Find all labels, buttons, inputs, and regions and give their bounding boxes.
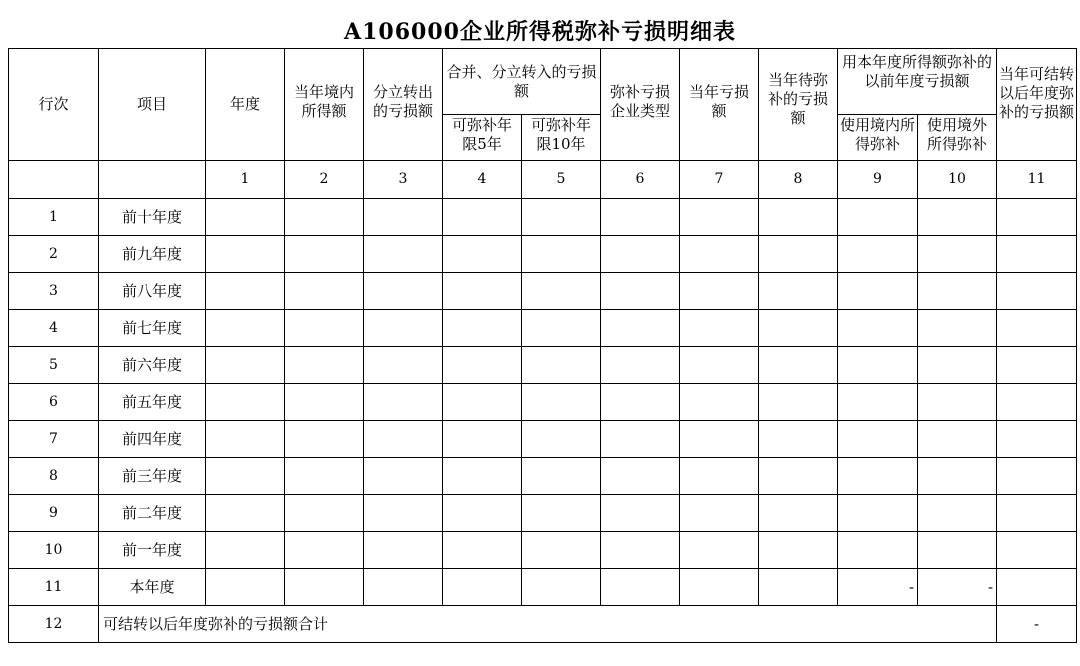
entry-cell[interactable] bbox=[680, 569, 759, 606]
table-row bbox=[9, 199, 1077, 236]
table-row bbox=[9, 495, 1077, 532]
table-row bbox=[9, 273, 1077, 310]
entry-cell[interactable] bbox=[918, 347, 997, 384]
entry-cell[interactable] bbox=[443, 569, 522, 606]
entry-cell[interactable] bbox=[997, 347, 1077, 384]
entry-cell[interactable] bbox=[364, 532, 443, 569]
entry-cell[interactable] bbox=[443, 458, 522, 495]
entry-cell[interactable] bbox=[285, 532, 364, 569]
entry-cell[interactable] bbox=[759, 310, 838, 347]
entry-cell[interactable] bbox=[285, 347, 364, 384]
entry-cell[interactable] bbox=[918, 532, 997, 569]
entry-cell[interactable] bbox=[918, 458, 997, 495]
row-number: 10 bbox=[9, 532, 99, 569]
entry-cell[interactable] bbox=[364, 569, 443, 606]
header-current-loss: 当年亏损额 bbox=[680, 49, 759, 161]
table-row bbox=[9, 310, 1077, 347]
entry-cell[interactable] bbox=[759, 384, 838, 421]
entry-cell[interactable] bbox=[918, 384, 997, 421]
entry-cell[interactable] bbox=[601, 458, 680, 495]
row-item-label: 前五年度 bbox=[99, 384, 206, 421]
entry-cell[interactable] bbox=[997, 421, 1077, 458]
entry-cell[interactable] bbox=[285, 495, 364, 532]
entry-cell[interactable] bbox=[206, 421, 285, 458]
entry-cell[interactable] bbox=[918, 199, 997, 236]
row-number: 2 bbox=[9, 236, 99, 273]
entry-cell[interactable] bbox=[601, 347, 680, 384]
entry-cell[interactable] bbox=[522, 199, 601, 236]
entry-cell[interactable] bbox=[759, 532, 838, 569]
entry-cell[interactable] bbox=[206, 384, 285, 421]
row-item-label: 前二年度 bbox=[99, 495, 206, 532]
entry-cell[interactable] bbox=[997, 495, 1077, 532]
entry-cell[interactable] bbox=[997, 458, 1077, 495]
row-number: 12 bbox=[9, 606, 99, 643]
row-number: 5 bbox=[9, 347, 99, 384]
entry-cell[interactable] bbox=[997, 532, 1077, 569]
loss-offset-table bbox=[8, 48, 1077, 643]
entry-cell[interactable] bbox=[601, 310, 680, 347]
row-number: 9 bbox=[9, 495, 99, 532]
header-item: 项目 bbox=[99, 49, 206, 161]
row-item-label: 前十年度 bbox=[99, 199, 206, 236]
entry-cell[interactable] bbox=[206, 236, 285, 273]
entry-cell[interactable] bbox=[838, 310, 918, 347]
entry-cell[interactable] bbox=[680, 421, 759, 458]
entry-cell[interactable] bbox=[759, 495, 838, 532]
header-carry-forward: 当年可结转以后年度弥补的亏损额 bbox=[997, 49, 1077, 161]
entry-cell[interactable] bbox=[364, 199, 443, 236]
entry-cell[interactable] bbox=[364, 458, 443, 495]
cell-dash: - bbox=[838, 569, 918, 606]
entry-cell[interactable] bbox=[522, 569, 601, 606]
col-number: 5 bbox=[522, 161, 601, 199]
col-number: 11 bbox=[997, 161, 1077, 199]
entry-cell[interactable] bbox=[285, 310, 364, 347]
entry-cell[interactable] bbox=[601, 384, 680, 421]
col-number: 4 bbox=[443, 161, 522, 199]
entry-cell[interactable] bbox=[918, 310, 997, 347]
entry-cell[interactable] bbox=[206, 273, 285, 310]
row-number: 3 bbox=[9, 273, 99, 310]
entry-cell[interactable] bbox=[364, 236, 443, 273]
row-number: 6 bbox=[9, 384, 99, 421]
entry-cell[interactable] bbox=[680, 532, 759, 569]
entry-cell[interactable] bbox=[838, 347, 918, 384]
entry-cell[interactable] bbox=[522, 310, 601, 347]
table-row bbox=[9, 569, 1077, 606]
table-body bbox=[9, 199, 1077, 606]
col-number: 3 bbox=[364, 161, 443, 199]
entry-cell[interactable] bbox=[206, 458, 285, 495]
header-row-top bbox=[9, 49, 1077, 115]
entry-cell[interactable] bbox=[680, 347, 759, 384]
entry-cell[interactable] bbox=[838, 532, 918, 569]
column-number-row bbox=[9, 161, 1077, 199]
entry-cell[interactable] bbox=[918, 273, 997, 310]
entry-cell[interactable] bbox=[997, 199, 1077, 236]
col-number: 7 bbox=[680, 161, 759, 199]
table-row bbox=[9, 421, 1077, 458]
header-carry-5yr: 可弥补年限5年 bbox=[443, 115, 522, 161]
cell-dash: - bbox=[918, 569, 997, 606]
header-year: 年度 bbox=[206, 49, 285, 161]
row-item-label: 前六年度 bbox=[99, 347, 206, 384]
row-number: 8 bbox=[9, 458, 99, 495]
header-carry-10yr: 可弥补年限10年 bbox=[522, 115, 601, 161]
header-enterprise-type: 弥补亏损企业类型 bbox=[601, 49, 680, 161]
entry-cell[interactable] bbox=[443, 310, 522, 347]
entry-cell[interactable] bbox=[285, 199, 364, 236]
entry-cell[interactable] bbox=[206, 199, 285, 236]
entry-cell[interactable] bbox=[838, 421, 918, 458]
entry-cell[interactable] bbox=[206, 495, 285, 532]
entry-cell[interactable] bbox=[522, 532, 601, 569]
row-item-label: 前七年度 bbox=[99, 310, 206, 347]
entry-cell[interactable] bbox=[206, 347, 285, 384]
entry-cell[interactable] bbox=[522, 421, 601, 458]
cell-dash: - bbox=[997, 606, 1077, 643]
table-row bbox=[9, 384, 1077, 421]
header-merge-in-loss: 合并、分立转入的亏损额 bbox=[443, 49, 601, 115]
table-row bbox=[9, 236, 1077, 273]
entry-cell[interactable] bbox=[997, 273, 1077, 310]
entry-cell[interactable] bbox=[443, 495, 522, 532]
col-number: 1 bbox=[206, 161, 285, 199]
entry-cell[interactable] bbox=[443, 273, 522, 310]
col-number: 9 bbox=[838, 161, 918, 199]
entry-cell[interactable] bbox=[838, 458, 918, 495]
entry-cell[interactable] bbox=[759, 236, 838, 273]
entry-cell[interactable] bbox=[443, 532, 522, 569]
header-domestic-income: 当年境内所得额 bbox=[285, 49, 364, 161]
table-row bbox=[9, 532, 1077, 569]
entry-cell[interactable] bbox=[285, 236, 364, 273]
entry-cell[interactable] bbox=[680, 236, 759, 273]
entry-cell[interactable] bbox=[838, 384, 918, 421]
entry-cell[interactable] bbox=[443, 199, 522, 236]
entry-cell[interactable] bbox=[522, 458, 601, 495]
entry-cell[interactable] bbox=[206, 569, 285, 606]
entry-cell[interactable] bbox=[364, 495, 443, 532]
entry-cell[interactable] bbox=[522, 273, 601, 310]
entry-cell[interactable] bbox=[285, 421, 364, 458]
row-item-label: 本年度 bbox=[99, 569, 206, 606]
entry-cell[interactable] bbox=[364, 384, 443, 421]
entry-cell[interactable] bbox=[838, 273, 918, 310]
entry-cell[interactable] bbox=[918, 421, 997, 458]
entry-cell[interactable] bbox=[601, 532, 680, 569]
header-use-domestic: 使用境内所得弥补 bbox=[838, 115, 918, 161]
header-transfer-out-loss: 分立转出的亏损额 bbox=[364, 49, 443, 161]
entry-cell[interactable] bbox=[997, 384, 1077, 421]
entry-cell[interactable] bbox=[443, 347, 522, 384]
entry-cell[interactable] bbox=[601, 569, 680, 606]
row-number: 4 bbox=[9, 310, 99, 347]
entry-cell[interactable] bbox=[443, 236, 522, 273]
row-number: 1 bbox=[9, 199, 99, 236]
total-row bbox=[9, 606, 1077, 643]
entry-cell[interactable] bbox=[285, 458, 364, 495]
entry-cell[interactable] bbox=[759, 458, 838, 495]
entry-cell[interactable] bbox=[285, 273, 364, 310]
entry-cell[interactable] bbox=[997, 310, 1077, 347]
entry-cell[interactable] bbox=[759, 569, 838, 606]
form-title: A106000企业所得税弥补亏损明细表 bbox=[344, 19, 736, 45]
entry-cell[interactable] bbox=[522, 384, 601, 421]
entry-cell[interactable] bbox=[838, 236, 918, 273]
header-offset-prior-loss: 用本年度所得额弥补的以前年度亏损额 bbox=[838, 49, 997, 115]
entry-cell[interactable] bbox=[759, 421, 838, 458]
entry-cell[interactable] bbox=[759, 347, 838, 384]
entry-cell[interactable] bbox=[364, 273, 443, 310]
entry-cell[interactable] bbox=[601, 199, 680, 236]
header-row-no: 行次 bbox=[9, 49, 99, 161]
entry-cell[interactable] bbox=[680, 495, 759, 532]
col-number: 8 bbox=[759, 161, 838, 199]
row-number: 11 bbox=[9, 569, 99, 606]
entry-cell[interactable] bbox=[680, 310, 759, 347]
row-number: 7 bbox=[9, 421, 99, 458]
entry-cell[interactable] bbox=[285, 569, 364, 606]
entry-cell[interactable] bbox=[997, 569, 1077, 606]
entry-cell[interactable] bbox=[601, 421, 680, 458]
entry-cell[interactable] bbox=[759, 273, 838, 310]
total-row-label: 可结转以后年度弥补的亏损额合计 bbox=[99, 606, 997, 643]
entry-cell[interactable] bbox=[285, 384, 364, 421]
table-row bbox=[9, 347, 1077, 384]
entry-cell[interactable] bbox=[997, 236, 1077, 273]
entry-cell[interactable] bbox=[364, 310, 443, 347]
entry-cell[interactable] bbox=[522, 347, 601, 384]
header-use-foreign: 使用境外所得弥补 bbox=[918, 115, 997, 161]
entry-cell[interactable] bbox=[680, 273, 759, 310]
entry-cell[interactable] bbox=[680, 199, 759, 236]
entry-cell[interactable] bbox=[601, 273, 680, 310]
entry-cell[interactable] bbox=[522, 495, 601, 532]
entry-cell[interactable] bbox=[838, 495, 918, 532]
row-item-label: 前三年度 bbox=[99, 458, 206, 495]
entry-cell[interactable] bbox=[680, 384, 759, 421]
entry-cell[interactable] bbox=[759, 199, 838, 236]
entry-cell[interactable] bbox=[680, 458, 759, 495]
header-pending-loss: 当年待弥补的亏损额 bbox=[759, 49, 838, 161]
entry-cell[interactable] bbox=[443, 421, 522, 458]
entry-cell[interactable] bbox=[522, 236, 601, 273]
entry-cell[interactable] bbox=[918, 495, 997, 532]
row-item-label: 前四年度 bbox=[99, 421, 206, 458]
entry-cell[interactable] bbox=[206, 532, 285, 569]
entry-cell[interactable] bbox=[918, 236, 997, 273]
entry-cell[interactable] bbox=[601, 495, 680, 532]
entry-cell[interactable] bbox=[206, 310, 285, 347]
table-row bbox=[9, 458, 1077, 495]
row-item-label: 前一年度 bbox=[99, 532, 206, 569]
entry-cell[interactable] bbox=[443, 384, 522, 421]
row-item-label: 前八年度 bbox=[99, 273, 206, 310]
entry-cell[interactable] bbox=[364, 421, 443, 458]
entry-cell[interactable] bbox=[838, 199, 918, 236]
col-number: 2 bbox=[285, 161, 364, 199]
row-item-label: 前九年度 bbox=[99, 236, 206, 273]
entry-cell[interactable] bbox=[364, 347, 443, 384]
entry-cell[interactable] bbox=[601, 236, 680, 273]
col-number: 6 bbox=[601, 161, 680, 199]
col-number: 10 bbox=[918, 161, 997, 199]
